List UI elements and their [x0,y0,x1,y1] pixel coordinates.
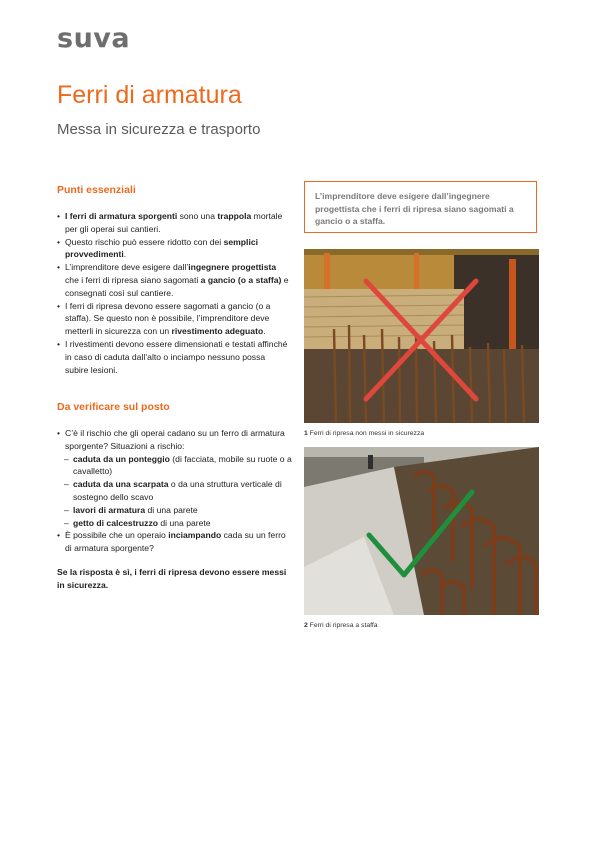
list-item [57,529,293,555]
suva-logo: suva [57,23,131,54]
emphasis-text: caduta da una scarpata [73,479,169,490]
emphasis-text: caduta da un ponteggio [73,453,170,464]
construction-photo-1 [304,249,539,423]
list-item [57,338,289,376]
list-item [57,427,293,453]
emphasis-text: inciampando [168,530,222,541]
callout-box [304,181,537,233]
emphasis-text: lavori di armatura [73,504,146,515]
list-item [57,236,289,262]
emphasis-text: semplici provvedimenti [65,236,259,260]
emphasis-text: ingegnere progettista [188,262,277,273]
page-subtitle: Messa in sicurezza e trasporto [57,121,261,138]
body-text: (di facciata, mobile su ruote o a cavalletto) [73,453,292,477]
callout-text: L’imprenditore deve esigere dall’ingegnere progettista che i ferri di ripresa siano sagomati a gancio o a staffa. [315,191,514,227]
figure-2-number: 2 [304,622,308,629]
list-item [57,261,289,299]
body-text: È possibile che un operaio [65,530,169,541]
photo-stirrup-rebar [304,447,539,615]
construction-photo-2 [304,447,539,615]
emphasis-text: getto di calcestruzzo [73,517,158,528]
body-text: Questo rischio può essere ridotto con dei [65,236,224,247]
checks-list [57,427,293,555]
body-text: I rivestimenti devono essere dimensionati e testati affinché in caso di caduta dall’alto o inciampo nessuno possa subire lesioni. [65,338,288,375]
sub-list-item [57,504,293,517]
body-text: o da una struttura verticale di sostegno dello scavo [73,479,282,502]
checks-heading: Da verificare sul posto [57,401,170,413]
body-text: di una parete [158,517,211,528]
sub-list-item [57,453,293,479]
body-text: di una parete [145,504,198,515]
sub-list-item [57,517,293,530]
body-text: C’è il rischio che gli operai cadano su un ferro di armatura sporgente? Situazioni a rischio: [65,428,285,451]
sub-list-item [57,478,293,504]
body-text: . [123,249,127,260]
body-text: che i ferri di ripresa siano sagomati [65,274,201,285]
list-item [57,300,289,338]
photo-unsecured-rebar [304,249,539,423]
key-points-list [57,210,289,376]
body-text: sono una [177,211,218,221]
key-points-heading: Punti essenziali [57,184,136,196]
emphasis-text: trappola [217,211,252,221]
figure-1-text: Ferri di ripresa non messi in sicurezza [309,430,425,437]
page-title: Ferri di armatura [57,81,242,109]
conclusion-text: Se la risposta è sì, i ferri di ripresa devono essere messi in sicurezza. [57,567,287,590]
figure-1-caption [304,429,424,438]
emphasis-text: a gancio (o a staffa) [200,274,282,285]
body-text: mortale per gli operai sui cantieri. [65,211,283,234]
emphasis-text: rivestimento adeguato [171,326,264,337]
figure-2-text: Ferri di ripresa a staffa [309,622,378,629]
body-text: . [263,326,266,337]
body-text: I ferri di ripresa devono essere sagomati a gancio (o a staffa). Se questo non è possibile, l’imprenditore deve metterli in sicurezza con un [65,300,271,337]
body-text: cada su un ferro di armatura sporgente? [65,530,286,554]
figure-2-caption [304,621,378,630]
body-text: e consegnati così sul cantiere. [65,274,289,298]
emphasis-text: I ferri di armatura sporgenti [65,211,178,221]
figure-1-number: 1 [304,430,308,437]
body-text: L’imprenditore deve esigere dall’ [65,262,189,273]
list-item [57,210,289,236]
